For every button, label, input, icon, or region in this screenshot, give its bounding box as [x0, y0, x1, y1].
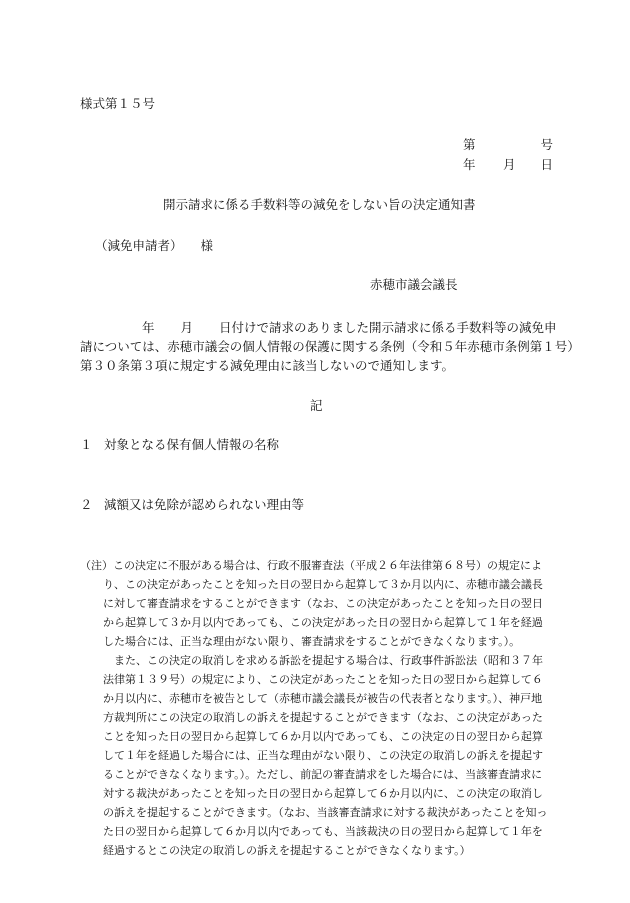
list-item	[80, 497, 304, 513]
date-month: 月	[503, 157, 516, 172]
note-line: 法律第１３９号）の規定により、この決定があったことを知った日の翌日から起算して６	[103, 673, 543, 686]
body-paragraph	[80, 318, 580, 375]
item-number: １	[80, 437, 93, 452]
note-line: の訴えを提起することができます。（なお、当該審査請求に対する裁決があったことを知っ	[103, 806, 548, 819]
body-line-1-text: 日付けで請求のありました開示請求に係る手数料等の減免申	[219, 320, 557, 335]
note-line: に対して審査請求をすることができます（なお、この決定があったことを知った日の翌日	[103, 597, 543, 610]
body-year: 年	[142, 320, 155, 335]
note-line: 方裁判所にこの決定の取消しの訴えを提起することができます（なお、この決定があった	[103, 711, 543, 724]
date-day: 日	[540, 157, 553, 172]
note-line: ことを知った日の翌日から起算して６か月以内であっても、この決定の日の翌日から起算	[103, 730, 543, 743]
issuer: 赤穂市議会議長	[370, 277, 458, 292]
document-title: 開示請求に係る手数料等の減免をしない旨の決定通知書	[163, 197, 476, 212]
addressee	[95, 238, 213, 254]
addressee-honorific: 様	[200, 238, 214, 253]
list-item	[80, 437, 279, 453]
number-prefix: 第	[463, 137, 476, 152]
note-line: から起算して３か月以内であっても、この決定があった日の翌日から起算して１年を経過	[103, 616, 543, 629]
item-number: ２	[80, 497, 93, 512]
item-label: 対象となる保有個人情報の名称	[104, 437, 280, 452]
note-line: た日の翌日から起算して６か月以内であっても、当該裁決の日の翌日から起算して１年を	[103, 825, 543, 838]
item-label: 減額又は免除が認められない理由等	[104, 497, 305, 512]
body-line-2: 請については、赤穂市議会の個人情報の保護に関する条例（令和５年赤穂市条例第１号）	[80, 339, 580, 354]
note-line: した場合には、正当な理由がない限り、審査請求をすることができなくなります。）。	[103, 635, 521, 648]
body-line-1	[80, 318, 555, 337]
note-line: か月以内に、赤穂市を被告として（赤穂市議会議長が被告の代表者となります。）、神戸地	[103, 692, 543, 705]
ki-heading: 記	[310, 398, 323, 413]
body-line-3: 第３０条第３項に規定する減免理由に該当しないので通知します。	[80, 358, 455, 373]
note-line: 対する裁決があったことを知った日の翌日から起算して６か月以内に、この決定の取消し	[103, 787, 543, 800]
notes-section	[80, 556, 560, 860]
number-suffix: 号	[540, 137, 553, 152]
note-line: （注）この決定に不服がある場合は、行政不服審査法（平成２６年法律第６８号）の規定によ	[80, 559, 542, 572]
note-line: ることができなくなります。）。ただし、前記の審査請求をした場合には、当該審査請求に	[103, 768, 543, 781]
addressee-name: （減免申請者）	[95, 238, 183, 253]
note-line: り、この決定があったことを知った日の翌日から起算して３か月以内に、赤穂市議会議長	[103, 578, 543, 591]
form-number: 様式第１５号	[80, 96, 156, 111]
body-month: 月	[180, 320, 194, 335]
note-line: 経過するとこの決定の取消しの訴えを提起することができなくなります。）	[103, 844, 471, 857]
note-line: また、この決定の取消しを求める訴訟を提起する場合は、行政事件訴訟法（昭和３７年	[114, 654, 543, 667]
date-year: 年	[463, 157, 476, 172]
note-line: して１年を経過した場合には、正当な理由がない限り、この決定の取消しの訴えを提起す	[103, 749, 543, 762]
